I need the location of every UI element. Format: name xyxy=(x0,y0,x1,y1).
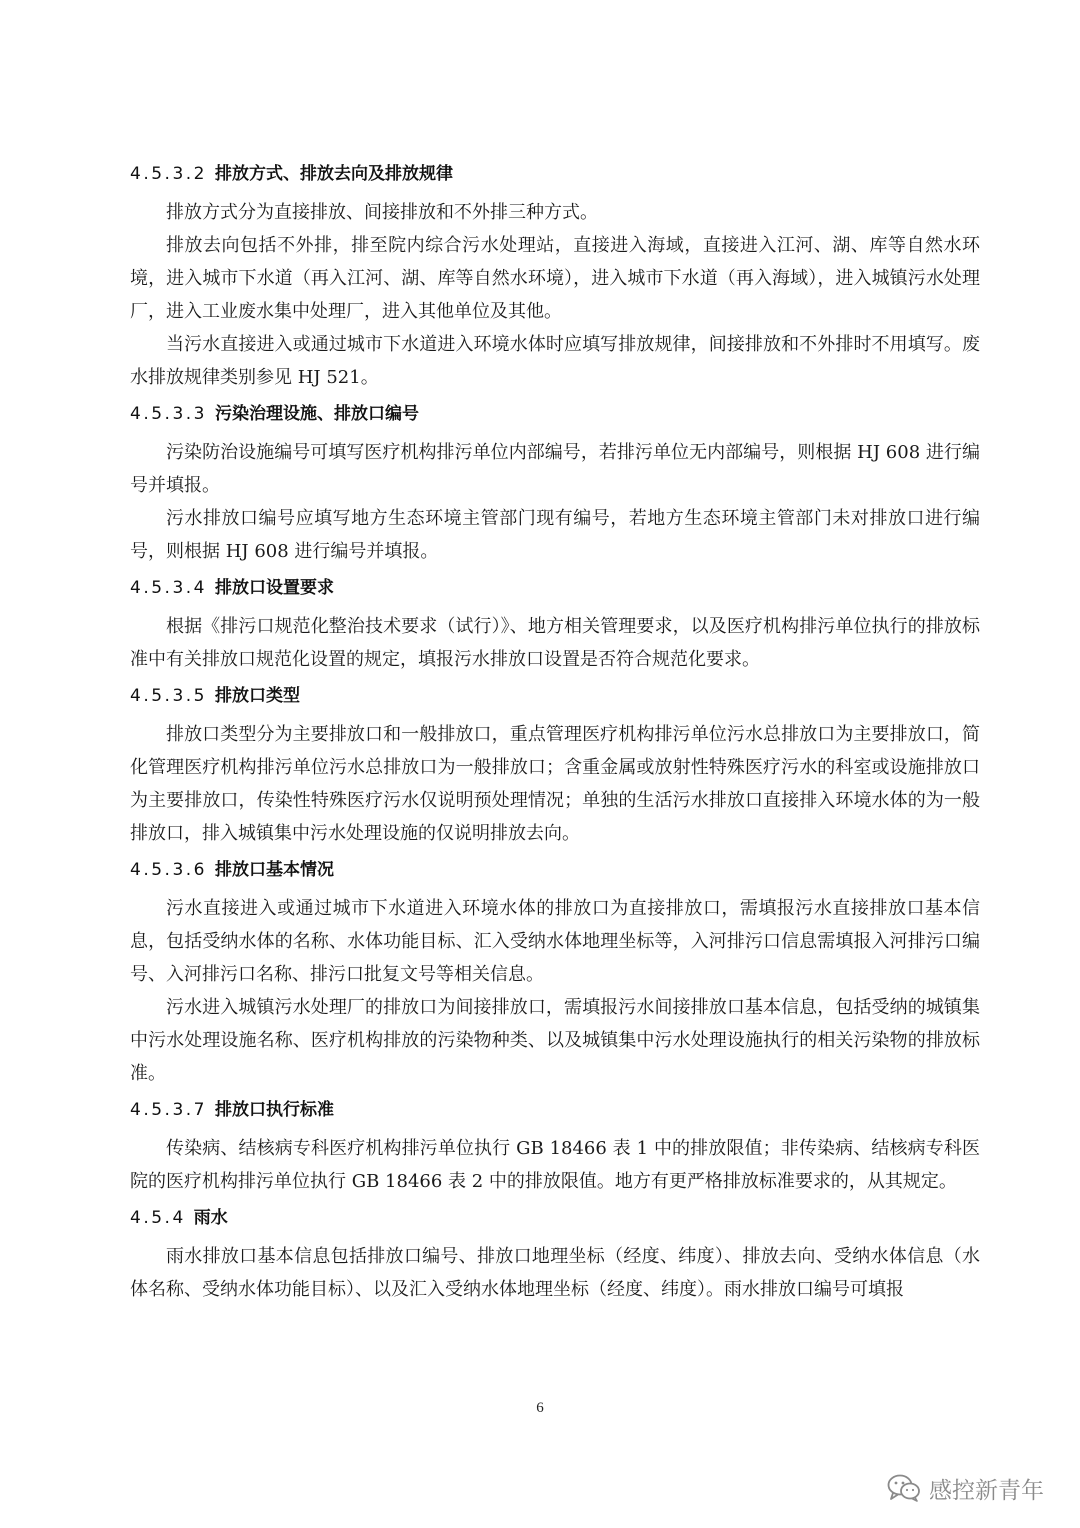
body-paragraph: 排放口类型分为主要排放口和一般排放口，重点管理医疗机构排污单位污水总排放口为主要排放口，简化管理医疗机构排污单位污水总排放口为一般排放口；含重金属或放射性特殊医疗污水的科室或设施排放口为主要排放口，传染性特殊医疗污水仅说明预处理情况；单独的生活污水排放口直接排入环境水体的为一般排放口，排入城镇集中污水处理设施的仅说明排放去向。 xyxy=(130,724,980,844)
body-paragraph: 传染病、结核病专科医疗机构排污单位执行 GB 18466 表 1 中的排放限值；非传染病、结核病专科医院的医疗机构排污单位执行 GB 18466 表 2 中的排放限值。地方有更严格排放标准要求的，从其规定。 xyxy=(130,1138,980,1192)
body-paragraph: 雨水排放口基本信息包括排放口编号、排放口地理坐标（经度、纬度）、排放去向、受纳水体信息（水体名称、受纳水体功能目标）、以及汇入受纳水体地理坐标（经度、纬度）。雨水排放口编号可填报 xyxy=(130,1246,980,1300)
body-paragraph: 污水进入城镇污水处理厂的排放口为间接排放口，需填报污水间接排放口基本信息，包括受纳的城镇集中污水处理设施名称、医疗机构排放的污染物种类、以及城镇集中污水处理设施执行的相关污染物的排放标准。 xyxy=(130,997,980,1084)
body-paragraph: 当污水直接进入或通过城市下水道进入环境水体时应填写排放规律，间接排放和不外排时不用填写。废水排放规律类别参见 HJ 521。 xyxy=(130,334,980,388)
watermark xyxy=(887,1468,1044,1508)
section-number: 4.5.4 xyxy=(130,1208,186,1228)
page-number: 6 xyxy=(536,1400,544,1416)
section-heading xyxy=(130,398,980,430)
section-number: 4.5.3.5 xyxy=(130,686,207,706)
section-heading xyxy=(130,680,980,712)
section-title: 排放口设置要求 xyxy=(214,578,334,598)
body-paragraph: 排放方式分为直接排放、间接排放和不外排三种方式。 xyxy=(166,202,598,223)
section-heading xyxy=(130,158,980,190)
document-body xyxy=(130,158,980,1306)
watermark-text: 感控新青年 xyxy=(929,1477,1044,1504)
section-heading xyxy=(130,1094,980,1126)
section-heading xyxy=(130,572,980,604)
section-number: 4.5.3.4 xyxy=(130,578,207,598)
section-number: 4.5.3.7 xyxy=(130,1100,207,1120)
section-number: 4.5.3.6 xyxy=(130,860,207,880)
section-heading xyxy=(130,1202,980,1234)
wechat-icon xyxy=(887,1474,921,1502)
body-paragraph: 污染防治设施编号可填写医疗机构排污单位内部编号，若排污单位无内部编号，则根据 HJ 608 进行编号并填报。 xyxy=(130,442,980,496)
body-paragraph: 污水直接进入或通过城市下水道进入环境水体的排放口为直接排放口，需填报污水直接排放口基本信息，包括受纳水体的名称、水体功能目标、汇入受纳水体地理坐标等，入河排污口信息需填报入河排污口编号、入河排污口名称、排污口批复文号等相关信息。 xyxy=(130,898,980,985)
body-paragraph: 污水排放口编号应填写地方生态环境主管部门现有编号，若地方生态环境主管部门未对排放口进行编号，则根据 HJ 608 进行编号并填报。 xyxy=(130,508,980,562)
section-title: 雨水 xyxy=(193,1208,228,1228)
section-title: 排放口类型 xyxy=(214,686,300,706)
body-paragraph: 排放去向包括不外排，排至院内综合污水处理站，直接进入海域，直接进入江河、湖、库等自然水环境，进入城市下水道（再入江河、湖、库等自然水环境），进入城市下水道（再入海域），进入城镇污水处理厂，进入工业废水集中处理厂，进入其他单位及其他。 xyxy=(130,235,980,322)
body-paragraph: 根据《排污口规范化整治技术要求（试行）》、地方相关管理要求，以及医疗机构排污单位执行的排放标准中有关排放口规范化设置的规定，填报污水排放口设置是否符合规范化要求。 xyxy=(130,616,980,670)
section-title: 排放口执行标准 xyxy=(214,1100,334,1120)
section-heading xyxy=(130,854,980,886)
section-title: 排放口基本情况 xyxy=(214,860,334,880)
section-title: 污染治理设施、排放口编号 xyxy=(214,404,419,424)
section-number: 4.5.3.3 xyxy=(130,404,207,424)
section-title: 排放方式、排放去向及排放规律 xyxy=(214,164,453,184)
section-number: 4.5.3.2 xyxy=(130,164,207,184)
